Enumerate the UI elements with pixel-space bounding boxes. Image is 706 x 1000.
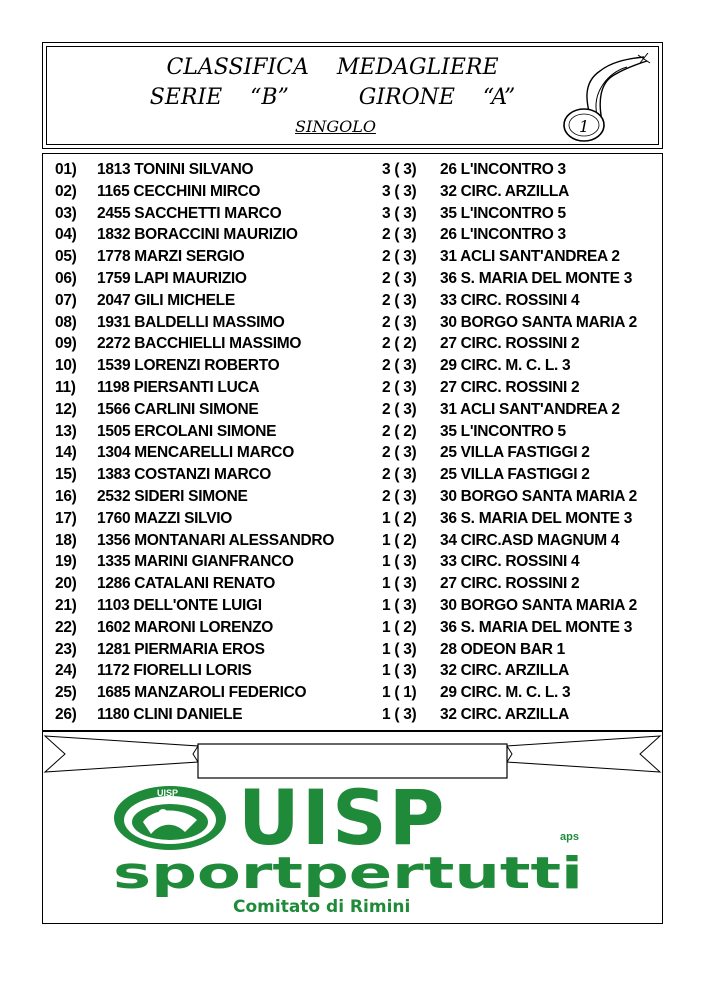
player-club: 25 VILLA FASTIGGI 2 [440,466,590,484]
player-points: 1 ( 2) [382,618,417,636]
player-club: 26 L'INCONTRO 3 [440,161,566,178]
player-club: 32 CIRC. ARZILLA [440,182,569,200]
player-club: 35 L'INCONTRO 5 [440,204,566,222]
player-club: 34 CIRC.ASD MAGNUM 4 [440,531,620,549]
player-points: 2 ( 3) [382,400,417,418]
player-club: 33 CIRC. ROSSINI 4 [440,291,580,309]
ranking-list [42,153,663,731]
player-points: 1 ( 3) [382,706,417,723]
row-position: 18) [55,531,77,549]
row-position: 17) [55,509,77,527]
row-position: 07) [55,291,77,309]
player-club: 33 CIRC. ROSSINI 4 [440,553,580,571]
player-club: 25 VILLA FASTIGGI 2 [440,444,590,462]
player-name: 2047 GILI MICHELE [97,291,235,309]
player-name: 1286 CATALANI RENATO [97,575,276,593]
title-line-1: CLASSIFICA MEDAGLIERE [166,55,499,80]
row-position: 23) [55,640,77,658]
player-club: 30 BORGO SANTA MARIA 2 [440,597,637,614]
player-name: 1198 PIERSANTI LUCA [97,379,260,396]
player-club: 26 L'INCONTRO 3 [440,226,566,244]
row-position: 13) [55,422,77,440]
row-position: 21) [55,597,77,614]
player-name: 1281 PIERMARIA EROS [97,640,265,658]
ribbon-banner [43,732,662,782]
player-points: 1 ( 3) [382,662,417,680]
player-name: 1165 CECCHINI MIRCO [97,182,261,200]
player-club: 32 CIRC. ARZILLA [440,706,569,723]
player-name: 2272 BACCHIELLI MASSIMO [97,335,302,353]
committee-text: Comitato di Rimini [233,897,411,917]
player-club: 36 S. MARIA DEL MONTE 3 [440,270,633,287]
player-points: 3 ( 3) [382,204,417,222]
player-points: 2 ( 3) [382,379,417,396]
row-position: 09) [55,335,77,353]
player-club: 31 ACLI SANT'ANDREA 2 [440,248,620,266]
row-position: 15) [55,466,77,484]
player-points: 2 ( 3) [382,313,417,331]
player-points: 3 ( 3) [382,182,417,200]
player-points: 1 ( 1) [382,684,417,702]
player-club: 28 ODEON BAR 1 [440,640,565,658]
player-club: 31 ACLI SANT'ANDREA 2 [440,400,620,418]
brand-suffix: aps [560,831,579,843]
player-club: 29 CIRC. M. C. L. 3 [440,357,571,375]
player-name: 1335 MARINI GIANFRANCO [97,553,294,571]
player-club: 27 CIRC. ROSSINI 2 [440,335,580,353]
player-points: 1 ( 3) [382,553,417,571]
row-position: 06) [55,270,77,287]
player-points: 1 ( 3) [382,640,417,658]
player-club: 32 CIRC. ARZILLA [440,662,569,680]
player-points: 1 ( 3) [382,597,417,614]
player-club: 36 S. MARIA DEL MONTE 3 [440,618,633,636]
medal-icon [552,53,652,145]
player-club: 36 S. MARIA DEL MONTE 3 [440,509,633,527]
badge-text: UISP [157,788,179,798]
row-position: 10) [55,357,77,375]
player-name: 1685 MANZAROLI FEDERICO [97,684,307,702]
player-points: 2 ( 2) [382,422,417,440]
player-name: 1602 MARONI LORENZO [97,618,274,636]
player-name: 1180 CLINI DANIELE [97,706,243,723]
title-line-2: SERIE “B” GIRONE “A” [149,85,516,110]
player-points: 2 ( 3) [382,357,417,375]
player-points: 1 ( 2) [382,531,417,549]
player-name: 1356 MONTANARI ALESSANDRO [97,531,335,549]
row-position: 03) [55,204,77,222]
row-position: 22) [55,618,77,636]
brand-text: UISP [238,782,447,862]
player-points: 2 ( 3) [382,226,417,244]
title-line-3: SINGOLO [295,117,376,136]
player-name: 1304 MENCARELLI MARCO [97,444,294,462]
player-points: 1 ( 3) [382,575,417,593]
player-name: 2532 SIDERI SIMONE [97,488,248,505]
player-club: 27 CIRC. ROSSINI 2 [440,575,580,593]
player-points: 2 ( 3) [382,248,417,266]
uisp-badge-icon [114,786,226,850]
player-points: 3 ( 3) [382,161,417,178]
uisp-logo [113,782,593,922]
row-position: 19) [55,553,77,571]
row-position: 12) [55,400,77,418]
player-points: 2 ( 3) [382,291,417,309]
row-position: 14) [55,444,77,462]
player-name: 1759 LAPI MAURIZIO [97,270,247,287]
player-name: 1505 ERCOLANI SIMONE [97,422,277,440]
player-name: 1383 COSTANZI MARCO [97,466,272,484]
player-name: 1813 TONINI SILVANO [97,161,254,178]
row-position: 05) [55,248,77,266]
medal-label: 1 [579,117,590,136]
player-name: 2455 SACCHETTI MARCO [97,204,282,222]
player-name: 1778 MARZI SERGIO [97,248,245,266]
player-club: 27 CIRC. ROSSINI 2 [440,379,580,396]
player-points: 2 ( 3) [382,466,417,484]
player-points: 2 ( 3) [382,488,417,505]
row-position: 25) [55,684,77,702]
player-name: 1103 DELL'ONTE LUIGI [97,597,262,614]
player-name: 1760 MAZZI SILVIO [97,509,233,527]
row-position: 11) [55,379,76,396]
header-box [42,42,663,149]
player-points: 2 ( 3) [382,444,417,462]
player-club: 35 L'INCONTRO 5 [440,422,566,440]
row-position: 24) [55,662,77,680]
row-position: 08) [55,313,77,331]
player-points: 2 ( 2) [382,335,417,353]
player-points: 1 ( 2) [382,509,417,527]
row-position: 20) [55,575,77,593]
player-name: 1566 CARLINI SIMONE [97,400,259,418]
player-club: 29 CIRC. M. C. L. 3 [440,684,571,702]
player-name: 1172 FIORELLI LORIS [97,662,252,680]
header-inner-frame [46,46,659,145]
player-points: 2 ( 3) [382,270,417,287]
row-position: 01) [55,161,77,178]
row-position: 26) [55,706,77,723]
player-club: 30 BORGO SANTA MARIA 2 [440,488,637,505]
row-position: 02) [55,182,77,200]
row-position: 04) [55,226,77,244]
player-name: 1931 BALDELLI MASSIMO [97,313,285,331]
player-club: 30 BORGO SANTA MARIA 2 [440,313,637,331]
player-name: 1832 BORACCINI MAURIZIO [97,226,298,244]
tagline-text: sportpertutti [113,848,583,899]
player-name: 1539 LORENZI ROBERTO [97,357,280,375]
footer-box [42,731,663,924]
row-position: 16) [55,488,77,505]
